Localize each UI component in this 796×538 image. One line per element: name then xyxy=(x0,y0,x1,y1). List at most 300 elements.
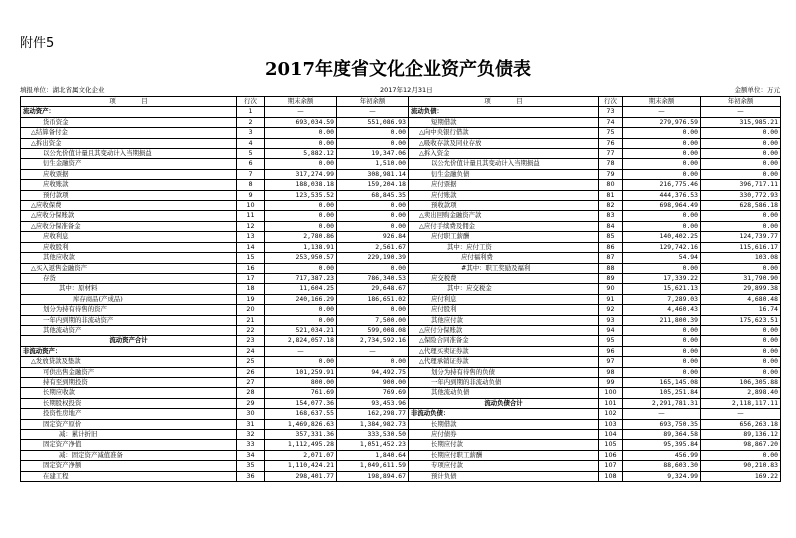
liability-ending-balance: 4,460.43 xyxy=(623,305,701,315)
liability-item-name: 流动负债： xyxy=(409,107,599,117)
liability-item-name: 其他流动负债 xyxy=(409,388,599,398)
liability-line-number: 76 xyxy=(599,138,623,148)
liability-item-name: 其中：应付工资 xyxy=(409,242,599,252)
liability-beginning-balance: 169.22 xyxy=(701,471,781,481)
liability-ending-balance: 15,621.13 xyxy=(623,284,701,294)
asset-line-number: 11 xyxy=(237,211,265,221)
asset-beginning-balance: 1,840.64 xyxy=(337,450,409,460)
liability-beginning-balance: 31,790.90 xyxy=(701,273,781,283)
asset-beginning-balance: 0.00 xyxy=(337,211,409,221)
liability-item-name: 应付票据 xyxy=(409,180,599,190)
asset-ending-balance: 0.00 xyxy=(265,357,337,367)
asset-ending-balance: 1,138.91 xyxy=(265,242,337,252)
liability-ending-balance: 17,339.22 xyxy=(623,273,701,283)
liability-item-name: 衍生金融负债 xyxy=(409,169,599,179)
asset-line-number: 3 xyxy=(237,128,265,138)
liability-beginning-balance: 2,898.40 xyxy=(701,388,781,398)
liability-ending-balance: 0.00 xyxy=(623,357,701,367)
asset-line-number: 4 xyxy=(237,138,265,148)
asset-item-name: 应收票据 xyxy=(21,169,237,179)
table-row xyxy=(21,377,781,387)
liability-line-number: 106 xyxy=(599,450,623,460)
table-row xyxy=(21,159,781,169)
asset-ending-balance: 1,110,424.21 xyxy=(265,461,337,471)
liability-ending-balance: 129,742.16 xyxy=(623,242,701,252)
col-header-item-left: 项 目 xyxy=(21,97,237,107)
asset-line-number: 19 xyxy=(237,294,265,304)
liability-beginning-balance: 0.00 xyxy=(701,367,781,377)
liability-line-number: 82 xyxy=(599,201,623,211)
asset-beginning-balance: 926.84 xyxy=(337,232,409,242)
asset-beginning-balance: 1,510.00 xyxy=(337,159,409,169)
asset-ending-balance: 0.00 xyxy=(265,221,337,231)
asset-beginning-balance: 769.69 xyxy=(337,388,409,398)
asset-item-name: 长期应收款 xyxy=(21,388,237,398)
liability-ending-balance: — xyxy=(623,107,701,117)
liability-item-name: △卖出回购金融资产款 xyxy=(409,211,599,221)
table-row xyxy=(21,325,781,335)
liability-beginning-balance: 315,985.21 xyxy=(701,117,781,127)
asset-line-number: 29 xyxy=(237,398,265,408)
liability-line-number: 86 xyxy=(599,242,623,252)
liability-ending-balance: 0.00 xyxy=(623,128,701,138)
table-row xyxy=(21,138,781,148)
liability-item-name: 应付债券 xyxy=(409,430,599,440)
liability-item-name: 其他应付款 xyxy=(409,315,599,325)
asset-line-number: 26 xyxy=(237,367,265,377)
asset-item-name: 固定资产原价 xyxy=(21,419,237,429)
liability-line-number: 104 xyxy=(599,430,623,440)
liability-item-name: #其中：职工奖励及福利 xyxy=(409,263,599,273)
asset-ending-balance: 1,112,495.28 xyxy=(265,440,337,450)
asset-line-number: 9 xyxy=(237,190,265,200)
liability-item-name: 划分为持有待售的负债 xyxy=(409,367,599,377)
asset-line-number: 1 xyxy=(237,107,265,117)
asset-ending-balance: 0.00 xyxy=(265,305,337,315)
table-row xyxy=(21,388,781,398)
liability-ending-balance: 105,251.84 xyxy=(623,388,701,398)
asset-ending-balance: 0.00 xyxy=(265,128,337,138)
liability-beginning-balance: 4,680.48 xyxy=(701,294,781,304)
liability-ending-balance: 698,964.49 xyxy=(623,201,701,211)
liability-line-number: 103 xyxy=(599,419,623,429)
report-title: 2017年度省文化企业资产负债表 xyxy=(264,59,532,80)
liability-ending-balance: 0.00 xyxy=(623,211,701,221)
asset-beginning-balance: 94,492.75 xyxy=(337,367,409,377)
liability-line-number: 97 xyxy=(599,357,623,367)
liability-item-name: △代理买卖证券款 xyxy=(409,346,599,356)
table-row xyxy=(21,450,781,460)
asset-ending-balance: — xyxy=(265,107,337,117)
liability-ending-balance: 165,145.08 xyxy=(623,377,701,387)
liability-line-number: 90 xyxy=(599,284,623,294)
table-row xyxy=(21,201,781,211)
liability-beginning-balance: 115,616.17 xyxy=(701,242,781,252)
liability-beginning-balance: 106,305.88 xyxy=(701,377,781,387)
asset-beginning-balance: 186,651.02 xyxy=(337,294,409,304)
asset-ending-balance: 101,259.91 xyxy=(265,367,337,377)
asset-beginning-balance: 19,347.06 xyxy=(337,149,409,159)
asset-line-number: 6 xyxy=(237,159,265,169)
liability-item-name: 专项应付款 xyxy=(409,461,599,471)
liability-line-number: 92 xyxy=(599,305,623,315)
asset-ending-balance: 154,077.36 xyxy=(265,398,337,408)
liability-item-name: 流动负债合计 xyxy=(409,398,599,408)
liability-line-number: 94 xyxy=(599,325,623,335)
asset-line-number: 8 xyxy=(237,180,265,190)
asset-line-number: 30 xyxy=(237,409,265,419)
asset-beginning-balance: 0.00 xyxy=(337,201,409,211)
liability-item-name: 以公允价值计量且其变动计入当期损益 xyxy=(409,159,599,169)
liability-beginning-balance: 0.00 xyxy=(701,450,781,460)
table-row xyxy=(21,471,781,481)
table-row xyxy=(21,284,781,294)
asset-ending-balance: — xyxy=(265,346,337,356)
asset-ending-balance: 0.00 xyxy=(265,263,337,273)
asset-beginning-balance: 1,384,982.73 xyxy=(337,419,409,429)
table-row xyxy=(21,315,781,325)
liability-item-name: 一年内到期的非流动负债 xyxy=(409,377,599,387)
liability-item-name: 预收款项 xyxy=(409,201,599,211)
asset-item-name: △拆出资金 xyxy=(21,138,237,148)
liability-beginning-balance: 0.00 xyxy=(701,138,781,148)
liability-line-number: 98 xyxy=(599,367,623,377)
asset-item-name: 长期股权投资 xyxy=(21,398,237,408)
liability-line-number: 84 xyxy=(599,221,623,231)
liability-beginning-balance: 0.00 xyxy=(701,159,781,169)
asset-ending-balance: 123,535.52 xyxy=(265,190,337,200)
liability-item-name: 应付职工薪酬 xyxy=(409,232,599,242)
asset-ending-balance: 761.69 xyxy=(265,388,337,398)
asset-item-name: 其他流动资产 xyxy=(21,325,237,335)
liability-item-name: △代理承销证券款 xyxy=(409,357,599,367)
table-row xyxy=(21,357,781,367)
liability-line-number: 75 xyxy=(599,128,623,138)
asset-item-name: 以公允价值计量且其变动计入当期损益 xyxy=(21,149,237,159)
liability-beginning-balance: 29,899.38 xyxy=(701,284,781,294)
table-row xyxy=(21,336,781,346)
liability-beginning-balance: 628,586.18 xyxy=(701,201,781,211)
asset-line-number: 5 xyxy=(237,149,265,159)
liability-beginning-balance: 0.00 xyxy=(701,263,781,273)
asset-ending-balance: 0.00 xyxy=(265,159,337,169)
table-row xyxy=(21,409,781,419)
asset-item-name: △应收分保账款 xyxy=(21,211,237,221)
liability-beginning-balance: 0.00 xyxy=(701,211,781,221)
liability-line-number: 79 xyxy=(599,169,623,179)
col-header-beginning-right: 年初余额 xyxy=(701,97,781,107)
asset-beginning-balance: 29,648.67 xyxy=(337,284,409,294)
asset-beginning-balance: 2,561.67 xyxy=(337,242,409,252)
table-row xyxy=(21,211,781,221)
liability-ending-balance: 0.00 xyxy=(623,138,701,148)
table-row xyxy=(21,232,781,242)
liability-line-number: 108 xyxy=(599,471,623,481)
asset-ending-balance: 800.00 xyxy=(265,377,337,387)
table-row xyxy=(21,440,781,450)
liability-ending-balance: 89,364.58 xyxy=(623,430,701,440)
asset-item-name: 减：固定资产减值准备 xyxy=(21,450,237,460)
asset-beginning-balance: 0.00 xyxy=(337,305,409,315)
asset-ending-balance: 0.00 xyxy=(265,211,337,221)
col-header-ending-left: 期末余额 xyxy=(265,97,337,107)
liability-beginning-balance: 0.00 xyxy=(701,169,781,179)
asset-beginning-balance: 599,008.08 xyxy=(337,325,409,335)
liability-ending-balance: 0.00 xyxy=(623,169,701,179)
table-row xyxy=(21,461,781,471)
asset-ending-balance: 693,034.59 xyxy=(265,117,337,127)
liability-line-number: 89 xyxy=(599,273,623,283)
liability-line-number: 93 xyxy=(599,315,623,325)
table-row xyxy=(21,253,781,263)
asset-ending-balance: 0.00 xyxy=(265,138,337,148)
liability-line-number: 100 xyxy=(599,388,623,398)
asset-beginning-balance: 308,981.14 xyxy=(337,169,409,179)
liability-line-number: 88 xyxy=(599,263,623,273)
asset-item-name: 非流动资产： xyxy=(21,346,237,356)
liability-line-number: 105 xyxy=(599,440,623,450)
asset-beginning-balance: 551,086.93 xyxy=(337,117,409,127)
asset-beginning-balance: 1,051,452.23 xyxy=(337,440,409,450)
asset-item-name: 持有至到期投资 xyxy=(21,377,237,387)
asset-line-number: 13 xyxy=(237,232,265,242)
asset-ending-balance: 1,469,826.63 xyxy=(265,419,337,429)
liability-beginning-balance: — xyxy=(701,107,781,117)
liability-ending-balance: 2,291,781.31 xyxy=(623,398,701,408)
asset-line-number: 10 xyxy=(237,201,265,211)
liability-line-number: 101 xyxy=(599,398,623,408)
liability-ending-balance: — xyxy=(623,409,701,419)
liability-item-name: 长期应付职工薪酬 xyxy=(409,450,599,460)
asset-line-number: 14 xyxy=(237,242,265,252)
asset-beginning-balance: 0.00 xyxy=(337,138,409,148)
col-header-line-right: 行次 xyxy=(599,97,623,107)
asset-line-number: 17 xyxy=(237,273,265,283)
asset-beginning-balance: 2,734,592.16 xyxy=(337,336,409,346)
asset-beginning-balance: 1,049,611.59 xyxy=(337,461,409,471)
liability-ending-balance: 54.94 xyxy=(623,253,701,263)
asset-beginning-balance: 229,190.39 xyxy=(337,253,409,263)
table-body xyxy=(21,107,781,482)
liability-ending-balance: 9,324.99 xyxy=(623,471,701,481)
asset-line-number: 34 xyxy=(237,450,265,460)
asset-line-number: 22 xyxy=(237,325,265,335)
liability-item-name: △拆入资金 xyxy=(409,149,599,159)
asset-line-number: 16 xyxy=(237,263,265,273)
liability-ending-balance: 0.00 xyxy=(623,367,701,377)
liability-ending-balance: 211,800.39 xyxy=(623,315,701,325)
table-row xyxy=(21,190,781,200)
liability-item-name: 应付利息 xyxy=(409,294,599,304)
asset-ending-balance: 253,950.57 xyxy=(265,253,337,263)
liability-ending-balance: 444,376.53 xyxy=(623,190,701,200)
asset-item-name: 减：累计折旧 xyxy=(21,430,237,440)
liability-item-name: 非流动负债： xyxy=(409,409,599,419)
asset-line-number: 32 xyxy=(237,430,265,440)
liability-ending-balance: 0.00 xyxy=(623,221,701,231)
table-row xyxy=(21,242,781,252)
asset-line-number: 7 xyxy=(237,169,265,179)
liability-ending-balance: 95,395.84 xyxy=(623,440,701,450)
liability-line-number: 107 xyxy=(599,461,623,471)
liability-beginning-balance: 16.74 xyxy=(701,305,781,315)
asset-ending-balance: 0.00 xyxy=(265,201,337,211)
table-row xyxy=(21,294,781,304)
asset-line-number: 27 xyxy=(237,377,265,387)
table-row xyxy=(21,305,781,315)
liability-item-name: 应交税费 xyxy=(409,273,599,283)
asset-item-name: 应收账款 xyxy=(21,180,237,190)
liability-beginning-balance: 0.00 xyxy=(701,325,781,335)
asset-item-name: △应收分保准备金 xyxy=(21,221,237,231)
liability-line-number: 74 xyxy=(599,117,623,127)
liability-ending-balance: 0.00 xyxy=(623,336,701,346)
asset-ending-balance: 5,882.12 xyxy=(265,149,337,159)
table-row xyxy=(21,273,781,283)
asset-item-name: 应收股利 xyxy=(21,242,237,252)
liability-item-name: 应付福利费 xyxy=(409,253,599,263)
asset-line-number: 24 xyxy=(237,346,265,356)
liability-item-name: 应付账款 xyxy=(409,190,599,200)
liability-line-number: 99 xyxy=(599,377,623,387)
asset-item-name: △结算备付金 xyxy=(21,128,237,138)
liability-item-name: △应付分保账款 xyxy=(409,325,599,335)
liability-item-name: △向中央银行借款 xyxy=(409,128,599,138)
liability-line-number: 83 xyxy=(599,211,623,221)
asset-item-name: 衍生金融资产 xyxy=(21,159,237,169)
liability-item-name: △保险合同准备金 xyxy=(409,336,599,346)
col-header-ending-right: 期末余额 xyxy=(623,97,701,107)
liability-item-name: △吸收存款及同业存放 xyxy=(409,138,599,148)
asset-item-name: 应收利息 xyxy=(21,232,237,242)
asset-item-name: 存货 xyxy=(21,273,237,283)
table-row xyxy=(21,128,781,138)
liability-beginning-balance: 103.08 xyxy=(701,253,781,263)
liability-item-name: 其中：应交税金 xyxy=(409,284,599,294)
liability-item-name: 长期借款 xyxy=(409,419,599,429)
asset-line-number: 36 xyxy=(237,471,265,481)
asset-beginning-balance: 68,845.35 xyxy=(337,190,409,200)
balance-sheet-table xyxy=(20,96,781,482)
table-row xyxy=(21,180,781,190)
asset-ending-balance: 188,038.18 xyxy=(265,180,337,190)
asset-line-number: 21 xyxy=(237,315,265,325)
attachment-label: 附件5 xyxy=(20,36,55,51)
liability-ending-balance: 7,289.03 xyxy=(623,294,701,304)
asset-ending-balance: 317,274.99 xyxy=(265,169,337,179)
asset-ending-balance: 357,331.36 xyxy=(265,430,337,440)
asset-beginning-balance: 333,530.50 xyxy=(337,430,409,440)
table-row xyxy=(21,117,781,127)
liability-line-number: 85 xyxy=(599,232,623,242)
asset-ending-balance: 240,166.29 xyxy=(265,294,337,304)
asset-beginning-balance: 7,500.00 xyxy=(337,315,409,325)
liability-line-number: 78 xyxy=(599,159,623,169)
liability-beginning-balance: 124,739.77 xyxy=(701,232,781,242)
table-row xyxy=(21,367,781,377)
liability-ending-balance: 0.00 xyxy=(623,263,701,273)
asset-ending-balance: 2,780.86 xyxy=(265,232,337,242)
table-row xyxy=(21,221,781,231)
report-date: 2017年12月31日 xyxy=(380,86,433,94)
asset-line-number: 25 xyxy=(237,357,265,367)
col-header-beginning-left: 年初余额 xyxy=(337,97,409,107)
asset-item-name: 可供出售金融资产 xyxy=(21,367,237,377)
liability-item-name: 长期应付款 xyxy=(409,440,599,450)
asset-line-number: 12 xyxy=(237,221,265,231)
col-header-line-left: 行次 xyxy=(237,97,265,107)
liability-line-number: 81 xyxy=(599,190,623,200)
liability-ending-balance: 140,402.25 xyxy=(623,232,701,242)
asset-beginning-balance: 900.00 xyxy=(337,377,409,387)
table-row xyxy=(21,107,781,117)
table-row xyxy=(21,419,781,429)
liability-ending-balance: 0.00 xyxy=(623,159,701,169)
table-row xyxy=(21,398,781,408)
asset-ending-balance: 2,071.07 xyxy=(265,450,337,460)
asset-ending-balance: 298,401.77 xyxy=(265,471,337,481)
liability-beginning-balance: 98,867.20 xyxy=(701,440,781,450)
asset-beginning-balance: 0.00 xyxy=(337,128,409,138)
liability-item-name: 短期借款 xyxy=(409,117,599,127)
header-row xyxy=(21,97,781,107)
asset-line-number: 15 xyxy=(237,253,265,263)
asset-item-name: 固定资产净值 xyxy=(21,440,237,450)
col-header-item-right: 项 目 xyxy=(409,97,599,107)
liability-ending-balance: 0.00 xyxy=(623,325,701,335)
liability-item-name: 应付股利 xyxy=(409,305,599,315)
asset-item-name: 库存商品(产成品) xyxy=(21,294,237,304)
liability-beginning-balance: 89,136.12 xyxy=(701,430,781,440)
table-row xyxy=(21,149,781,159)
asset-ending-balance: 2,824,057.18 xyxy=(265,336,337,346)
asset-item-name: 流动资产： xyxy=(21,107,237,117)
liability-beginning-balance: 656,263.18 xyxy=(701,419,781,429)
asset-item-name: 预付款项 xyxy=(21,190,237,200)
liability-line-number: 80 xyxy=(599,180,623,190)
asset-item-name: 投资性房地产 xyxy=(21,409,237,419)
asset-item-name: 货币资金 xyxy=(21,117,237,127)
liability-line-number: 77 xyxy=(599,149,623,159)
asset-item-name: 一年内到期的非流动资产 xyxy=(21,315,237,325)
asset-line-number: 28 xyxy=(237,388,265,398)
liability-beginning-balance: 330,772.93 xyxy=(701,190,781,200)
liability-beginning-balance: 396,717.11 xyxy=(701,180,781,190)
asset-item-name: 固定资产净额 xyxy=(21,461,237,471)
reporting-unit: 填报单位：湖北省属文化企业 xyxy=(20,86,105,94)
liability-line-number: 91 xyxy=(599,294,623,304)
table-row xyxy=(21,263,781,273)
asset-beginning-balance: 786,340.53 xyxy=(337,273,409,283)
liability-beginning-balance: 175,623.51 xyxy=(701,315,781,325)
liability-line-number: 96 xyxy=(599,346,623,356)
table-row xyxy=(21,430,781,440)
liability-beginning-balance: 2,118,117.11 xyxy=(701,398,781,408)
asset-line-number: 35 xyxy=(237,461,265,471)
asset-ending-balance: 11,604.25 xyxy=(265,284,337,294)
liability-item-name: △应付手续费及佣金 xyxy=(409,221,599,231)
asset-line-number: 33 xyxy=(237,440,265,450)
asset-line-number: 18 xyxy=(237,284,265,294)
asset-item-name: △应收保费 xyxy=(21,201,237,211)
liability-line-number: 87 xyxy=(599,253,623,263)
liability-line-number: 102 xyxy=(599,409,623,419)
liability-ending-balance: 216,775.46 xyxy=(623,180,701,190)
liability-beginning-balance: 0.00 xyxy=(701,336,781,346)
asset-item-name: △买入返售金融资产 xyxy=(21,263,237,273)
asset-beginning-balance: 93,453.96 xyxy=(337,398,409,408)
asset-beginning-balance: 198,894.67 xyxy=(337,471,409,481)
